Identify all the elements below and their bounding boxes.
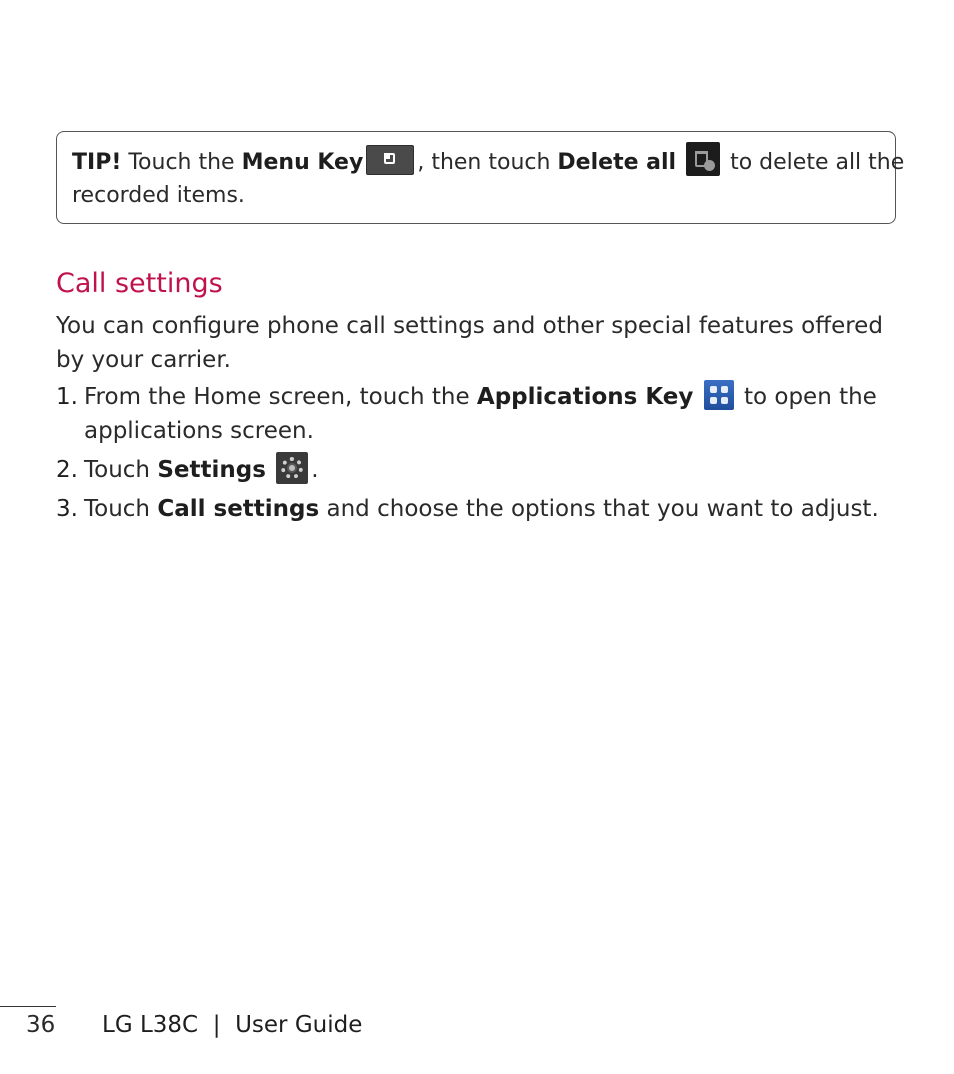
menu-key-icon xyxy=(366,145,414,175)
section-title: Call settings xyxy=(56,268,223,299)
step-text: to open the applications screen. xyxy=(84,384,877,444)
page-number: 36 xyxy=(26,1012,56,1038)
applications-key-icon xyxy=(704,380,734,410)
call-settings-label: Call settings xyxy=(157,496,320,522)
step-text: Touch xyxy=(84,457,158,483)
settings-label: Settings xyxy=(157,457,266,483)
step-item xyxy=(56,380,906,448)
tip-box xyxy=(56,131,905,224)
applications-key-label: Applications Key xyxy=(476,384,694,410)
footer-divider xyxy=(0,1006,56,1007)
settings-icon xyxy=(276,452,308,484)
tip-label: TIP! xyxy=(72,150,122,175)
tip-text: Touch the xyxy=(121,150,242,175)
step-text: . xyxy=(311,457,319,483)
tip-text: to delete all the xyxy=(723,150,905,175)
delete-all-icon xyxy=(686,142,720,176)
tip-text: , then touch xyxy=(417,150,558,175)
step-text: Touch xyxy=(84,496,158,522)
step-number: 1. xyxy=(56,384,78,410)
step-text: From the Home screen, touch the xyxy=(84,384,477,410)
step-number: 3. xyxy=(56,496,78,522)
step-item xyxy=(56,492,906,526)
section-intro: You can configure phone call settings and other special features offered by your carrier. xyxy=(56,313,883,373)
step-number: 2. xyxy=(56,457,78,483)
steps-list xyxy=(56,380,906,531)
delete-all-label: Delete all xyxy=(557,150,677,175)
step-item xyxy=(56,453,906,487)
footer-title: LG L38C | User Guide xyxy=(102,1012,363,1038)
tip-line-1 xyxy=(72,146,905,180)
tip-line-2: recorded items. xyxy=(72,183,245,208)
step-text: and choose the options that you want to adjust. xyxy=(319,496,879,522)
menu-key-label: Menu Key xyxy=(241,150,364,175)
